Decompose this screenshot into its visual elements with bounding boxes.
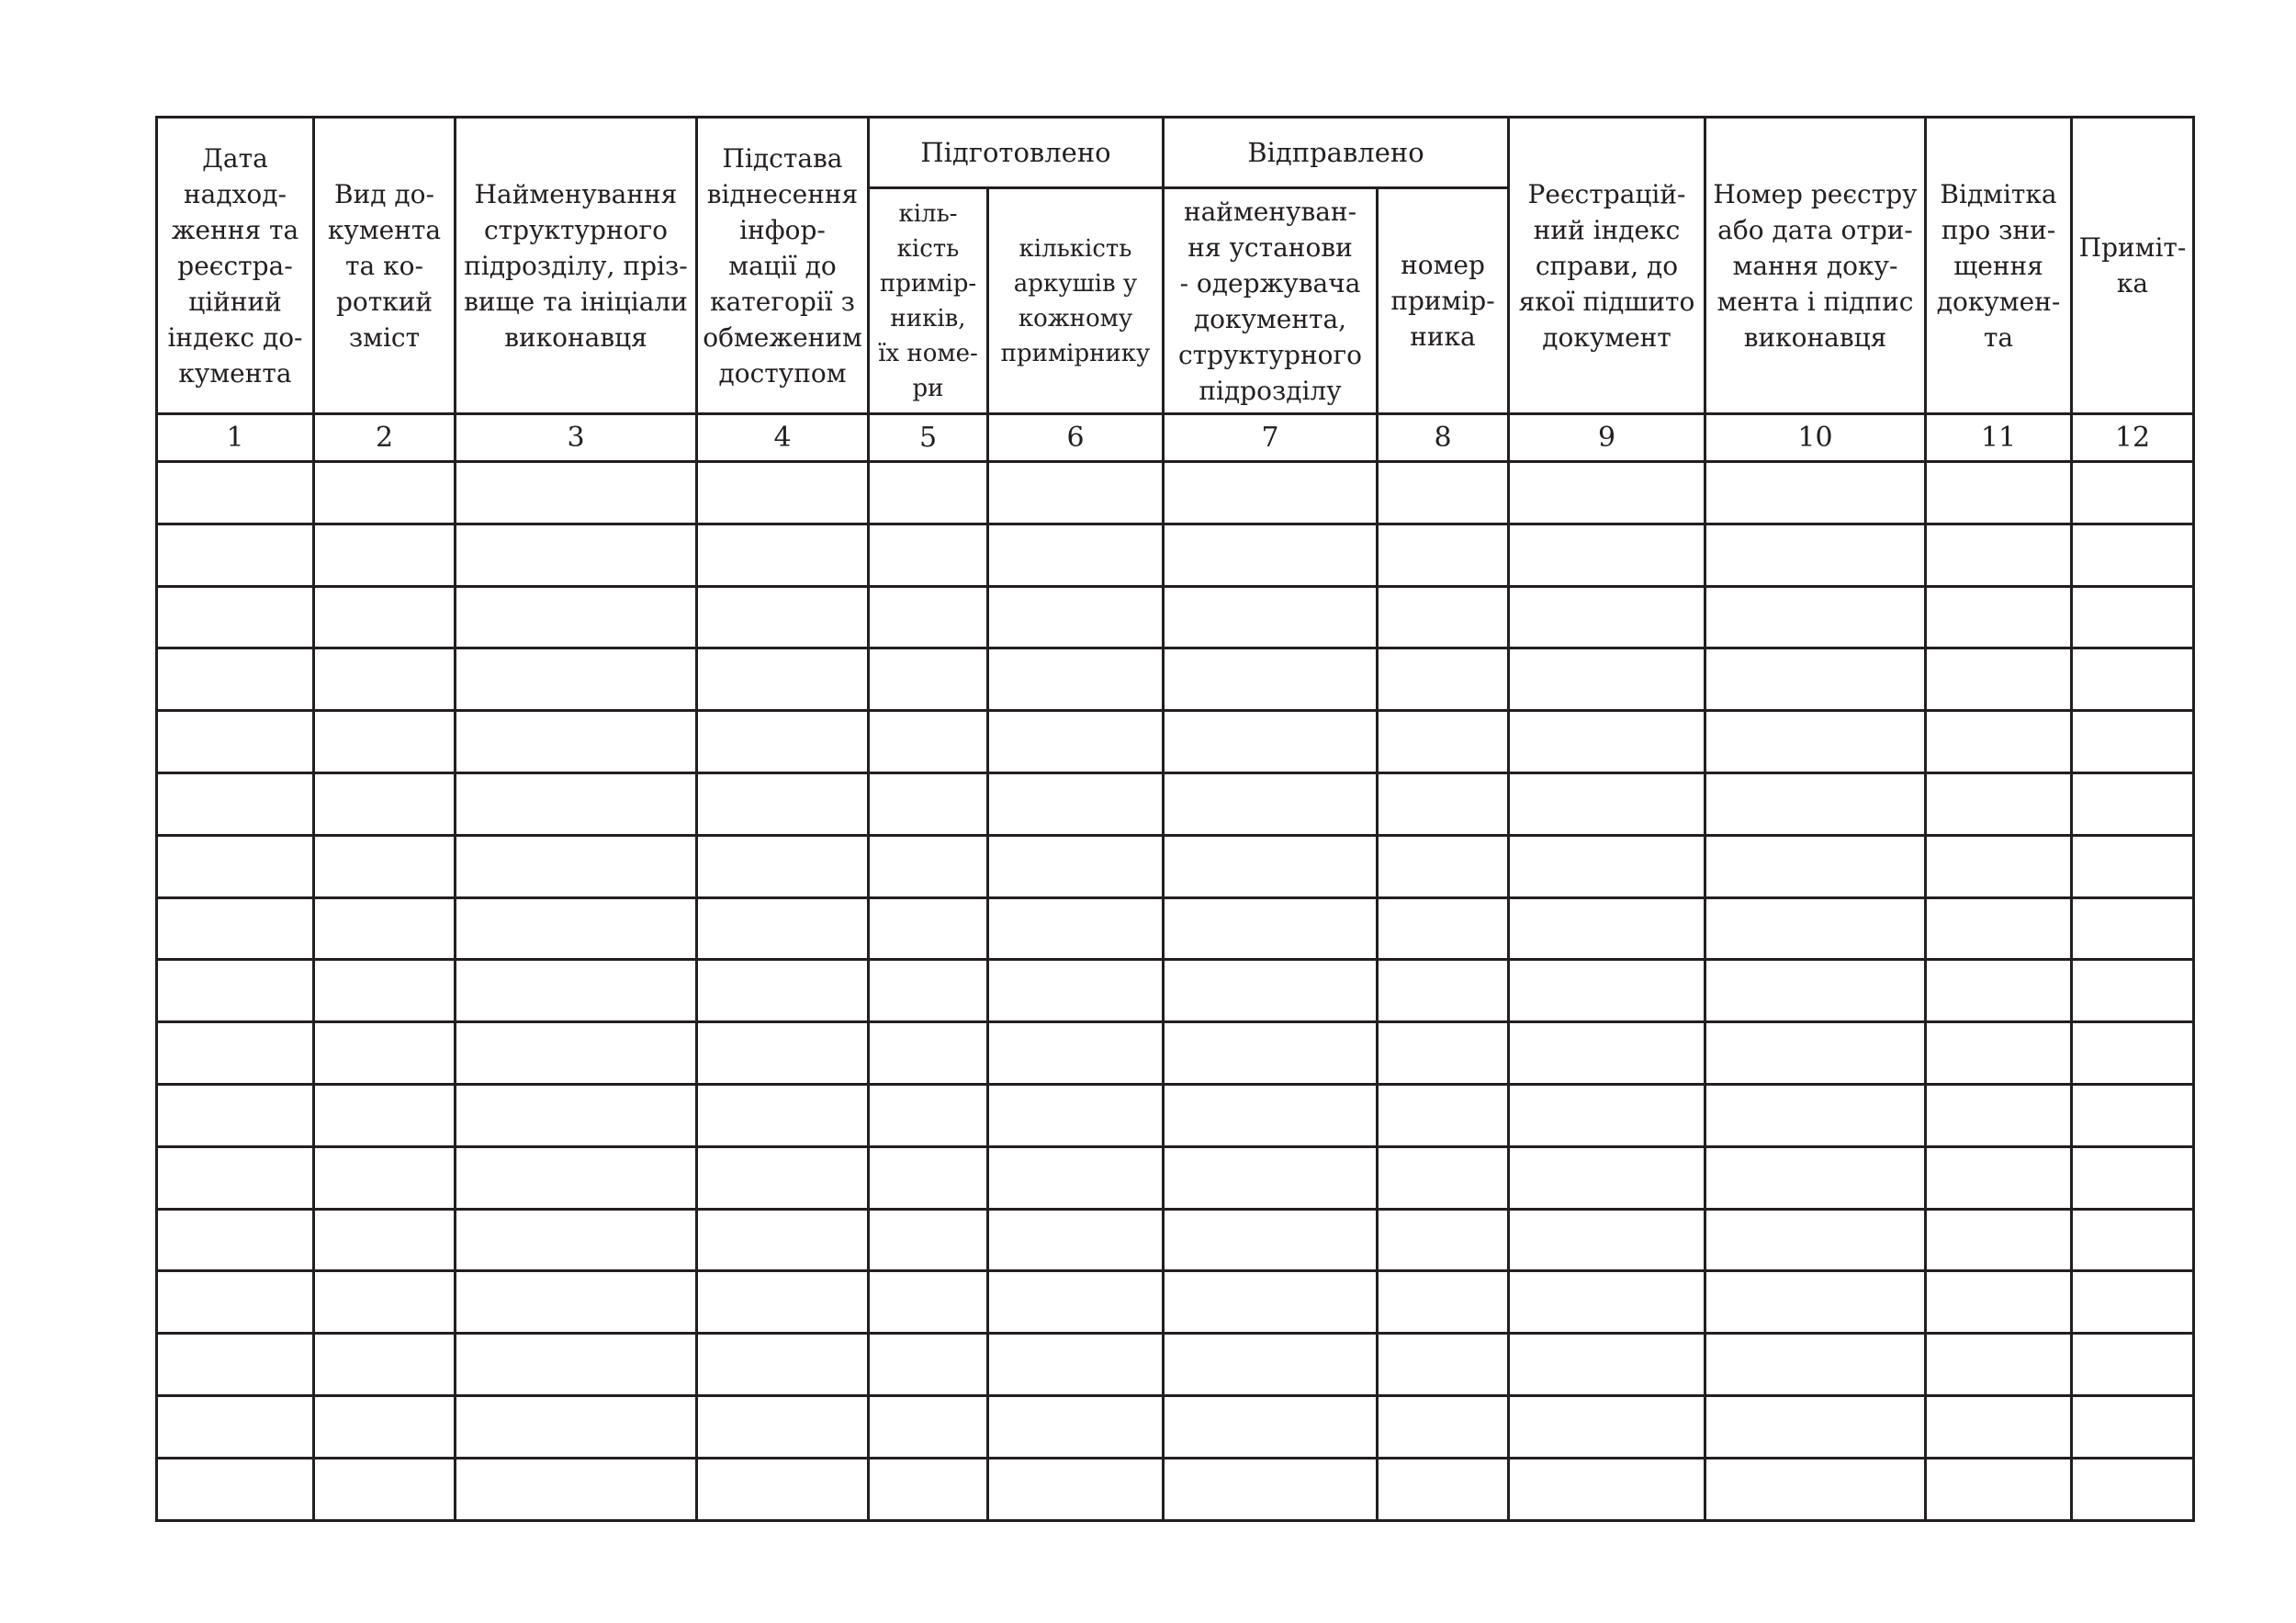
entry-cell[interactable] (1378, 1209, 1509, 1271)
entry-cell[interactable] (1164, 772, 1378, 835)
entry-cell[interactable] (869, 1146, 988, 1209)
entry-cell[interactable] (157, 1084, 314, 1146)
entry-cell[interactable] (157, 772, 314, 835)
entry-cell[interactable] (1705, 462, 1926, 524)
entry-cell[interactable] (869, 1458, 988, 1520)
entry-cell[interactable] (697, 462, 869, 524)
header-col-8: номер примір- ника (1378, 188, 1509, 414)
column-number: 6 (988, 414, 1164, 462)
entry-cell[interactable] (1926, 1271, 2072, 1334)
entry-cell[interactable] (1164, 711, 1378, 773)
entry-cell[interactable] (1926, 462, 2072, 524)
column-number: 2 (314, 414, 456, 462)
header-col-3: Найменування структурного підрозділу, пріз- вище та ініціали виконавця (456, 118, 697, 414)
entry-cell[interactable] (2072, 1334, 2194, 1396)
entry-cell[interactable] (869, 1084, 988, 1146)
column-number: 11 (1926, 414, 2072, 462)
entry-cell[interactable] (988, 1271, 1164, 1334)
entry-row (157, 711, 2194, 773)
entry-row (157, 1271, 2194, 1334)
entry-cell[interactable] (456, 1146, 697, 1209)
entry-cell[interactable] (2072, 1271, 2194, 1334)
entry-cell[interactable] (697, 648, 869, 711)
entry-cell[interactable] (1509, 1271, 1705, 1334)
column-number-row (157, 414, 2194, 462)
entry-cell[interactable] (869, 1022, 988, 1085)
entry-cell[interactable] (1509, 1334, 1705, 1396)
entry-cell[interactable] (456, 960, 697, 1022)
header-col-5: кіль- кість примір- ників, їх номе- ри (869, 188, 988, 414)
entry-cell[interactable] (988, 1084, 1164, 1146)
entry-cell[interactable] (1378, 1271, 1509, 1334)
entry-cell[interactable] (869, 1334, 988, 1396)
entry-row (157, 1209, 2194, 1271)
entry-cell[interactable] (869, 1271, 988, 1334)
entry-cell[interactable] (314, 1334, 456, 1396)
header-col-12: Примiт- ка (2072, 118, 2194, 414)
entry-row (157, 1084, 2194, 1146)
column-number: 3 (456, 414, 697, 462)
entry-cell[interactable] (869, 897, 988, 960)
entry-cell[interactable] (1926, 1022, 2072, 1085)
entry-cell[interactable] (869, 462, 988, 524)
entry-cell[interactable] (697, 772, 869, 835)
header-col-9: Реєстрацій- ний індекс справи, до якої підшито документ (1509, 118, 1705, 414)
entry-row (157, 1395, 2194, 1458)
entry-cell[interactable] (157, 1334, 314, 1396)
entry-cell[interactable] (697, 1084, 869, 1146)
entry-cell[interactable] (1509, 1458, 1705, 1520)
entry-row (157, 462, 2194, 524)
entry-cell[interactable] (2072, 1146, 2194, 1209)
entry-cell[interactable] (456, 772, 697, 835)
entry-cell[interactable] (988, 1209, 1164, 1271)
header-col-4: Підстава віднесення інфор- мації до категорії з обмеженим доступом (697, 118, 869, 414)
entry-cell[interactable] (314, 1209, 456, 1271)
entry-cell[interactable] (1378, 1395, 1509, 1458)
entry-cell[interactable] (1509, 835, 1705, 897)
header-group-prepared: Підготовлено (869, 118, 1164, 188)
entry-row (157, 1022, 2194, 1085)
entry-cell[interactable] (314, 648, 456, 711)
entry-cell[interactable] (157, 835, 314, 897)
entry-cell[interactable] (1509, 960, 1705, 1022)
entry-cell[interactable] (1926, 897, 2072, 960)
entry-cell[interactable] (157, 648, 314, 711)
entry-cell[interactable] (1705, 1334, 1926, 1396)
entry-cell[interactable] (697, 1271, 869, 1334)
entry-cell[interactable] (1705, 835, 1926, 897)
entry-cell[interactable] (1705, 524, 1926, 586)
entry-cell[interactable] (869, 1395, 988, 1458)
entry-cell[interactable] (157, 1146, 314, 1209)
entry-cell[interactable] (314, 960, 456, 1022)
entry-cell[interactable] (1509, 1022, 1705, 1085)
entry-cell[interactable] (1164, 648, 1378, 711)
entry-cell[interactable] (456, 1458, 697, 1520)
entry-cell[interactable] (1705, 897, 1926, 960)
entry-cell[interactable] (988, 960, 1164, 1022)
entry-cell[interactable] (1164, 462, 1378, 524)
header-col-10: Номер реєстру або дата отри- мання доку- мента і підпис виконавця (1705, 118, 1926, 414)
entry-cell[interactable] (1705, 648, 1926, 711)
entry-cell[interactable] (2072, 462, 2194, 524)
entry-cell[interactable] (1378, 1334, 1509, 1396)
entry-cell[interactable] (1509, 462, 1705, 524)
entry-cell[interactable] (1926, 1395, 2072, 1458)
entry-cell[interactable] (2072, 1209, 2194, 1271)
entry-cell[interactable] (1509, 772, 1705, 835)
entry-cell[interactable] (1164, 586, 1378, 648)
entry-cell[interactable] (2072, 1395, 2194, 1458)
column-number: 10 (1705, 414, 1926, 462)
entry-cell[interactable] (314, 772, 456, 835)
entry-cell[interactable] (988, 835, 1164, 897)
entry-cell[interactable] (1926, 1334, 2072, 1396)
entry-cell[interactable] (1378, 772, 1509, 835)
entry-cell[interactable] (1926, 1458, 2072, 1520)
entry-cell[interactable] (1378, 835, 1509, 897)
entry-cell[interactable] (1164, 1395, 1378, 1458)
entry-cell[interactable] (1705, 772, 1926, 835)
entry-cell[interactable] (157, 586, 314, 648)
entry-row (157, 524, 2194, 586)
entry-cell[interactable] (1509, 1146, 1705, 1209)
entry-cell[interactable] (456, 648, 697, 711)
header-col-6: кількість аркушів у кожному примірнику (988, 188, 1164, 414)
entry-cell[interactable] (1164, 1209, 1378, 1271)
entry-cell[interactable] (1705, 1084, 1926, 1146)
entry-cell[interactable] (1509, 1209, 1705, 1271)
entry-row (157, 648, 2194, 711)
register-sheet (155, 116, 2192, 1519)
entry-cell[interactable] (988, 1334, 1164, 1396)
entry-cell[interactable] (697, 1334, 869, 1396)
entry-cell[interactable] (1926, 1084, 2072, 1146)
entry-cell[interactable] (1926, 1209, 2072, 1271)
entry-cell[interactable] (2072, 772, 2194, 835)
entry-cell[interactable] (988, 1395, 1164, 1458)
header-col-2: Вид до- кумента та ко- роткий зміст (314, 118, 456, 414)
entry-row (157, 960, 2194, 1022)
entry-cell[interactable] (456, 1334, 697, 1396)
entry-cell[interactable] (314, 897, 456, 960)
entry-cell[interactable] (988, 711, 1164, 773)
entry-cell[interactable] (1705, 1458, 1926, 1520)
register-table (155, 116, 2195, 1522)
entry-cell[interactable] (314, 1395, 456, 1458)
entry-cell[interactable] (869, 711, 988, 773)
entry-row (157, 772, 2194, 835)
entry-cell[interactable] (1926, 586, 2072, 648)
entry-cell[interactable] (2072, 586, 2194, 648)
entry-cell[interactable] (697, 835, 869, 897)
entry-cell[interactable] (2072, 897, 2194, 960)
entry-cell[interactable] (1705, 711, 1926, 773)
entry-cell[interactable] (1164, 1022, 1378, 1085)
entry-cell[interactable] (869, 586, 988, 648)
column-number: 9 (1509, 414, 1705, 462)
entry-row (157, 586, 2194, 648)
header-col-7: найменуван- ня установи - одержувача документа, структурного підрозділу (1164, 188, 1378, 414)
entry-cell[interactable] (1509, 524, 1705, 586)
entry-cell[interactable] (1926, 960, 2072, 1022)
header-row-top (157, 118, 2194, 188)
entry-cell[interactable] (988, 586, 1164, 648)
entry-cell[interactable] (1509, 711, 1705, 773)
entry-cell[interactable] (157, 897, 314, 960)
entry-cell[interactable] (1378, 648, 1509, 711)
entry-cell[interactable] (456, 524, 697, 586)
entry-cell[interactable] (314, 586, 456, 648)
entry-cell[interactable] (697, 1209, 869, 1271)
entry-cell[interactable] (157, 1022, 314, 1085)
entry-cell[interactable] (869, 960, 988, 1022)
entry-cell[interactable] (988, 1022, 1164, 1085)
entry-cell[interactable] (988, 648, 1164, 711)
entry-cell[interactable] (2072, 1084, 2194, 1146)
entry-cell[interactable] (456, 711, 697, 773)
entry-cell[interactable] (456, 1209, 697, 1271)
entry-cell[interactable] (456, 835, 697, 897)
column-number: 8 (1378, 414, 1509, 462)
entry-cell[interactable] (2072, 711, 2194, 773)
entry-cell[interactable] (697, 711, 869, 773)
entry-row (157, 1458, 2194, 1520)
entry-cell[interactable] (157, 960, 314, 1022)
entry-cell[interactable] (1378, 1084, 1509, 1146)
entry-cell[interactable] (157, 711, 314, 773)
entry-cell[interactable] (456, 1084, 697, 1146)
entry-cell[interactable] (869, 772, 988, 835)
entry-cell[interactable] (2072, 1458, 2194, 1520)
entry-cell[interactable] (314, 1022, 456, 1085)
entry-cell[interactable] (314, 462, 456, 524)
entry-cell[interactable] (1926, 835, 2072, 897)
entry-cell[interactable] (988, 524, 1164, 586)
entry-cell[interactable] (456, 1271, 697, 1334)
entry-cell[interactable] (1164, 1334, 1378, 1396)
entry-cell[interactable] (2072, 1022, 2194, 1085)
entry-cell[interactable] (1926, 524, 2072, 586)
entry-cell[interactable] (697, 1458, 869, 1520)
entry-cell[interactable] (1926, 711, 2072, 773)
entry-cell[interactable] (314, 711, 456, 773)
entry-cell[interactable] (456, 897, 697, 960)
entry-cell[interactable] (314, 1146, 456, 1209)
entry-cell[interactable] (1378, 586, 1509, 648)
entry-cell[interactable] (1164, 960, 1378, 1022)
entry-cell[interactable] (456, 1022, 697, 1085)
entry-cell[interactable] (1378, 960, 1509, 1022)
entry-cell[interactable] (697, 586, 869, 648)
entry-cell[interactable] (1705, 1209, 1926, 1271)
entry-cell[interactable] (1378, 711, 1509, 773)
entry-rows (157, 462, 2194, 1521)
entry-cell[interactable] (1378, 524, 1509, 586)
column-number: 5 (869, 414, 988, 462)
entry-cell[interactable] (2072, 960, 2194, 1022)
entry-cell[interactable] (697, 897, 869, 960)
entry-row (157, 897, 2194, 960)
entry-cell[interactable] (697, 524, 869, 586)
entry-cell[interactable] (1926, 1146, 2072, 1209)
entry-cell[interactable] (157, 462, 314, 524)
entry-cell[interactable] (314, 1458, 456, 1520)
entry-cell[interactable] (1509, 1084, 1705, 1146)
entry-cell[interactable] (456, 462, 697, 524)
entry-cell[interactable] (1164, 897, 1378, 960)
entry-cell[interactable] (1926, 648, 2072, 711)
entry-cell[interactable] (697, 1022, 869, 1085)
entry-cell[interactable] (2072, 648, 2194, 711)
entry-cell[interactable] (988, 897, 1164, 960)
entry-cell[interactable] (1378, 462, 1509, 524)
header-group-sent: Відправлено (1164, 118, 1509, 188)
entry-cell[interactable] (1705, 1271, 1926, 1334)
entry-cell[interactable] (314, 1271, 456, 1334)
entry-cell[interactable] (1509, 1395, 1705, 1458)
entry-cell[interactable] (157, 1458, 314, 1520)
entry-cell[interactable] (697, 960, 869, 1022)
entry-cell[interactable] (1509, 586, 1705, 648)
entry-cell[interactable] (1509, 897, 1705, 960)
entry-cell[interactable] (988, 462, 1164, 524)
entry-row (157, 1334, 2194, 1396)
entry-cell[interactable] (1378, 897, 1509, 960)
column-number: 7 (1164, 414, 1378, 462)
entry-cell[interactable] (2072, 835, 2194, 897)
entry-cell[interactable] (157, 1271, 314, 1334)
entry-cell[interactable] (1926, 772, 2072, 835)
entry-cell[interactable] (1164, 1271, 1378, 1334)
entry-cell[interactable] (1378, 1146, 1509, 1209)
entry-cell[interactable] (1164, 835, 1378, 897)
entry-cell[interactable] (869, 524, 988, 586)
entry-cell[interactable] (1378, 1022, 1509, 1085)
entry-cell[interactable] (1164, 1084, 1378, 1146)
entry-cell[interactable] (988, 1458, 1164, 1520)
header-col-11: Відмітка про зни- щення докумен- та (1926, 118, 2072, 414)
entry-cell[interactable] (456, 586, 697, 648)
entry-cell[interactable] (157, 1395, 314, 1458)
entry-cell[interactable] (314, 524, 456, 586)
entry-cell[interactable] (1164, 1458, 1378, 1520)
header-col-1: Дата надход- ження та реєстра- ційний індекс до- кумента (157, 118, 314, 414)
entry-cell[interactable] (1164, 524, 1378, 586)
entry-cell[interactable] (1705, 586, 1926, 648)
entry-cell[interactable] (1378, 1458, 1509, 1520)
entry-cell[interactable] (697, 1146, 869, 1209)
entry-cell[interactable] (1509, 648, 1705, 711)
entry-cell[interactable] (456, 1395, 697, 1458)
entry-cell[interactable] (1164, 1146, 1378, 1209)
entry-row (157, 835, 2194, 897)
entry-cell[interactable] (157, 524, 314, 586)
entry-cell[interactable] (157, 1209, 314, 1271)
entry-cell[interactable] (314, 835, 456, 897)
column-number: 1 (157, 414, 314, 462)
entry-cell[interactable] (869, 835, 988, 897)
entry-cell[interactable] (988, 772, 1164, 835)
entry-row (157, 1146, 2194, 1209)
column-number: 12 (2072, 414, 2194, 462)
entry-cell[interactable] (697, 1395, 869, 1458)
entry-cell[interactable] (1705, 1395, 1926, 1458)
entry-cell[interactable] (1705, 1022, 1926, 1085)
entry-cell[interactable] (988, 1146, 1164, 1209)
entry-cell[interactable] (2072, 524, 2194, 586)
entry-cell[interactable] (314, 1084, 456, 1146)
entry-cell[interactable] (1705, 960, 1926, 1022)
entry-cell[interactable] (869, 648, 988, 711)
column-number: 4 (697, 414, 869, 462)
entry-cell[interactable] (869, 1209, 988, 1271)
entry-cell[interactable] (1705, 1146, 1926, 1209)
